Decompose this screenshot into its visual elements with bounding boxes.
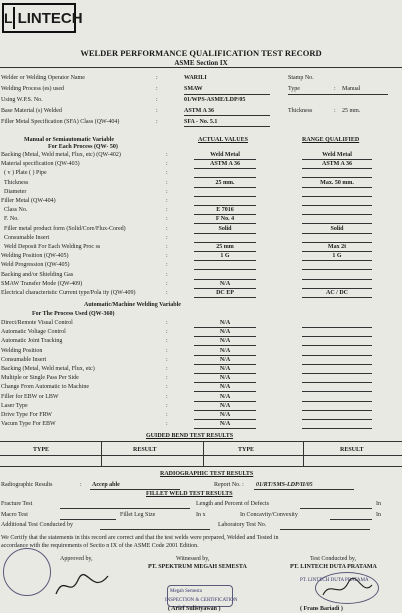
macro-test-label: Macro Test <box>1 512 28 518</box>
wps-value: 01/WPS-ASME/LDP/05 <box>184 97 246 103</box>
manual-variables-heading: Manual or Semiautomatic Variable <box>24 137 115 143</box>
auto-variables-subheading: For The Process Used (QW-360) <box>32 311 115 317</box>
auto-variable-label: Change From Automatic to Machine <box>1 384 89 390</box>
variable-label: Filler metal product form (Solid/Core/Flux-Cored) <box>4 226 126 232</box>
process-label: Welding Process (es) used <box>1 86 65 92</box>
auto-variable-label: Welding Position <box>1 348 43 354</box>
thickness-label: Thickness <box>288 108 313 114</box>
variable-label: Backing and/or Shielding Gas <box>1 272 74 278</box>
welder-name-label: Welder or Welding Operator Name <box>1 75 85 81</box>
variable-label: ( v ) Plate ( ) Pipe <box>4 170 47 176</box>
variable-actual-value: DC EP <box>216 290 234 296</box>
radiographic-results-label: Radiographic Results <box>1 482 53 488</box>
variable-actual-value: 25 mm. <box>215 180 235 186</box>
type-value: Manual <box>342 86 361 92</box>
auto-variable-value: N/A <box>219 384 231 390</box>
bend-col-type-1: TYPE <box>33 447 50 453</box>
certification-line-2: accordance with the requirements of Sectio n IX of the ASME Code 2001 Edition. <box>1 543 199 549</box>
bend-col-result-1: RESULT <box>133 447 157 453</box>
auto-variable-label: Drive Type For FRW <box>1 412 52 418</box>
variable-label: F. No. <box>4 216 19 222</box>
type-label: Type <box>288 86 300 92</box>
fillet-leg-label: Fillet Leg Size <box>120 512 156 518</box>
range-qualified-heading: RANGE QUALIFIED <box>302 137 360 143</box>
auto-variable-value: N/A <box>219 357 231 363</box>
concavity-label: In Concavity/Convexity <box>240 512 298 518</box>
variable-actual-value: ASTM A 36 <box>209 161 240 167</box>
variable-range-value: Solid <box>330 226 344 232</box>
auto-variables-heading: Automatic/Machine Welding Variable <box>84 302 181 308</box>
auto-variable-value: N/A <box>219 348 231 354</box>
auto-variable-label: Laser Type <box>1 403 28 409</box>
variable-label: Material specification (QW-403) <box>1 161 80 167</box>
variable-actual-value: Solid <box>218 226 232 232</box>
variable-actual-value: 1 G <box>220 253 230 259</box>
variable-actual-value: Weld Metal <box>210 152 240 158</box>
document-subtitle: ASME Section IX <box>174 59 228 67</box>
variable-label: Class No. <box>4 207 28 213</box>
actual-values-heading: ACTUAL VALUES <box>198 137 248 143</box>
auto-variable-label: Vacum Type For EBW <box>1 421 56 427</box>
company-logo <box>2 3 83 33</box>
variable-actual-value: F No. 4 <box>215 216 235 222</box>
process-value: SMAW <box>184 86 203 92</box>
auto-variable-value: N/A <box>219 366 231 372</box>
auto-variable-value: N/A <box>219 320 231 326</box>
variable-actual-value: E 7016 <box>216 207 234 213</box>
report-no-label: Report No. : <box>214 482 244 488</box>
filler-spec-label: Filler Metal Specification (SFA) Class (QW-404) <box>1 119 120 125</box>
variable-range-value: Weld Metal <box>322 152 352 158</box>
approver-signature <box>52 570 112 600</box>
in-x: In x <box>196 512 206 518</box>
auto-variable-label: Direct/Remote Visual Control <box>1 320 73 326</box>
auto-variable-label: Consumable Insert <box>1 357 47 363</box>
base-material-label: Base Material (s) Welded <box>1 108 62 114</box>
fracture-test-label: Fracture Test <box>1 501 33 507</box>
variable-label: Filler Metal (QW-404) <box>1 198 56 204</box>
filler-spec-value: SFA - No. 5.1 <box>184 119 218 125</box>
welder-name-value: WARILI <box>184 75 207 81</box>
thickness-value: 25 mm. <box>342 108 361 114</box>
variable-label: Weld Deposit For Each Welding Proc ss <box>4 244 101 250</box>
tested-by-label: Test Conducted by, <box>310 556 357 562</box>
approved-by-label: Approved by, <box>60 556 93 562</box>
stamp-no-label: Stamp No. <box>288 75 314 81</box>
auto-variable-value: N/A <box>219 394 231 400</box>
witness-stamp-text-1: INSPECTION & CERTIFICATION <box>165 598 238 603</box>
bend-test-heading: GUIDED BEND TEST RESULTS <box>146 433 234 439</box>
variable-label: Thickness <box>4 180 29 186</box>
witness-name: ( Arief Sulistyawan ) <box>168 606 221 612</box>
variable-label: Weld Progression (QW-405) <box>1 262 70 268</box>
auto-variable-label: Backing (Metal, Weld metal, Flux, etc) <box>1 366 95 372</box>
variable-range-value: ASTM A 36 <box>321 161 352 167</box>
auto-variable-value: N/A <box>219 403 231 409</box>
witnessed-by-label: Witnessed by, <box>176 556 210 562</box>
witness-stamp-text-2: Megah Semesta <box>170 589 202 594</box>
fillet-heading: FILLET WELD TEST RESULTS <box>146 491 233 497</box>
bend-col-result-2: RESULT <box>340 447 364 453</box>
variable-label: Welding Position (QW-405) <box>1 253 69 259</box>
logo-mark: L <box>4 7 15 29</box>
wps-label: Using W.P.S. No. <box>1 97 43 103</box>
variable-range-value: Max. 50 mm. <box>320 180 354 186</box>
tester-signature <box>320 575 375 601</box>
lab-test-label: Laboratory Test No. <box>218 522 267 528</box>
bend-col-type-2: TYPE <box>238 447 255 453</box>
tester-name: ( Frans Bariadi ) <box>300 606 343 612</box>
variable-label: Backing (Metal, Weld metal, Flux, etc) (QW-402) <box>1 152 121 158</box>
additional-test-label: Additional Test Conducted by <box>1 522 73 528</box>
auto-variable-value: N/A <box>219 412 231 418</box>
auto-variable-value: N/A <box>219 329 231 335</box>
tester-company: PT. LINTECH DUTA PRATAMA <box>290 564 377 570</box>
unit-in: In <box>376 512 381 518</box>
base-material-value: ASTM A 36 <box>184 108 215 114</box>
manual-variables-subheading: For Each Process (QW- 50) <box>48 144 118 150</box>
auto-variable-label: Filler for EBW or LBW <box>1 394 59 400</box>
variable-range-value: Max 2t <box>327 244 347 250</box>
document-title: WELDER PERFORMANCE QUALIFICATION TEST RECORD <box>80 48 322 58</box>
auto-variable-value: N/A <box>219 338 231 344</box>
approval-stamp <box>3 548 51 596</box>
variable-actual-value: 25 mm <box>216 244 234 250</box>
radiographic-heading: RADIOGRAPHIC TEST RESULTS <box>160 471 254 477</box>
document-page: L LINTECH WELDER PERFORMANCE QUALIFICATION TEST RECORD ASME Section IX Welder or Welding Operator Name : WARILI Stamp No. Welding Process (es) used : SMAW Type : Manual Using W.P.S. No. : 01/WPS-ASME/LDP/05 Base Material (s) Welded : ASTM A 36 Thickness : 25 mm. Filler Metal Specification (SFA) Class (QW-404) : SFA - No. 5.1 Manual or Semiautomatic Variable For Each Process (QW- 50) ACTUAL VALUES RANGE QUALIFIED Backing (Metal, Weld metal, Flux, etc) (QW-402) : Weld Metal Weld Metal Material specification (QW-403) : ASTM A 36 ASTM A 36 ( v ) Plate ( ) Pipe : Thickness : 25 mm. Max. 50 mm. Diameter : Filler Metal (QW-404) : Class No. : E 7016 F. No. : F No. 4 Filler metal product form (Solid/Core/Flux-Cored) : Solid Solid Consumable Insert : Weld Deposit For Each Welding Proc ss : 25 mm Max 2t Welding Position (QW-405) : 1 G 1 G Weld Progression (QW-405) : Backing and/or Shielding Gas : SMAW Transfer Mode (QW-409) : N/A Electrical characteristic Current type/Pola ity (QW-409) : DC EP AC / DC Automatic/Machine Welding Variable For The Process Used (QW-360) Direct/Remote Visual Control : N/A Automatic Voltage Control : N/A Automatic Joint Tracking : N/A Welding Position : N/A Consumable Insert : N/A Backing (Metal, Weld metal, Flux, etc) : N/A Multiple or Single Pass Per Side : N/A Change From Automatic to Machine : N/A Filler for EBW or LBW : N/A Laser Type : N/A Drive Type For FRW : N/A Vacum Type For EBW : N/A GUIDED BEND TEST RESULTS TYPE RESULT TYPE RESULT RADIOGRAPHIC TEST RESULTS Radiographic Results : Accep able Report No. : 01/RT/SMS-LDP/II/05 FILLET WELD TEST RESULTS Fracture Test Length and Percent of Defects In Macro Test Fillet Leg Size In x In Concavity/Convexity In Additional Test Conducted by Laboratory Test No. We Certify that the statements in this record are correct and that the test welds were prepared, Welded and Tested in accordance with the requirements of Sectio n IX of the ASME Code 2001 Edition. Approved by, Witnessed by, PT. SPEKTRUM MEGAH SEMESTA Test Conducted by, PT. LINTECH DUTA PRATAMA Megah Semesta INSPECTION & CERTIFICATION PT. LINTECH DUTA PRATAMA ( Arief Sulistyawan ) ( Frans Bariadi ) <box>0 0 402 613</box>
logo-text: LINTECH <box>17 9 83 27</box>
variable-actual-value: N/A <box>219 281 231 287</box>
report-no-value: 01/RT/SMS-LDP/II/05 <box>256 482 313 488</box>
variable-range-value: 1 G <box>332 253 342 259</box>
witness-company: PT. SPEKTRUM MEGAH SEMESTA <box>148 564 247 570</box>
divider <box>0 67 402 68</box>
variable-label: Diameter <box>4 189 27 195</box>
tester-stamp-text: PT. LINTECH DUTA PRATAMA <box>300 578 369 583</box>
auto-variable-label: Multiple or Single Pass Per Side <box>1 375 79 381</box>
variable-label: Electrical characteristic Current type/Pola ity (QW-409) <box>1 290 136 296</box>
unit-in: In <box>376 501 381 507</box>
certification-line-1: We Certify that the statements in this record are correct and that the test welds were prepared, Welded and Tested in <box>1 535 279 541</box>
auto-variable-label: Automatic Joint Tracking <box>1 338 63 344</box>
auto-variable-label: Automatic Voltage Control <box>1 329 66 335</box>
radiographic-results-value: Accep able <box>92 482 120 488</box>
defects-label: Length and Percent of Defects <box>196 501 269 507</box>
variable-label: SMAW Transfer Mode (QW-409) <box>1 281 83 287</box>
variable-range-value: AC / DC <box>326 290 348 296</box>
auto-variable-value: N/A <box>219 375 231 381</box>
auto-variable-value: N/A <box>219 421 231 427</box>
variable-label: Consumable Insert <box>4 235 50 241</box>
